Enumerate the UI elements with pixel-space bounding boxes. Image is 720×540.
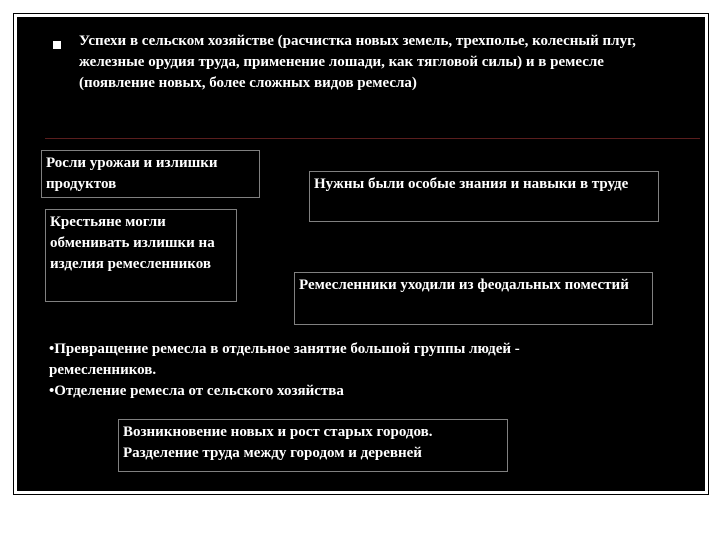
box-harvest: Росли урожаи и излишки продуктов <box>41 150 260 198</box>
intro-text: Успехи в сельском хозяйстве (расчистка новых земель, трехполье, колесный плуг, железные орудия труда, применение лошади, как тягловой силы) и в ремесле (появление новых, более сложных видов ремесла) <box>79 33 636 91</box>
box-craftsmen: Ремесленники уходили из феодальных поместий <box>294 272 653 325</box>
box-cities: Возникновение новых и рост старых городов. Разделение труда между городом и деревней <box>118 419 508 472</box>
box-skills: Нужны были особые знания и навыки в труде <box>309 171 659 222</box>
bullet-square-icon <box>53 41 61 49</box>
conclusion-line-2: •Отделение ремесла от сельского хозяйства <box>49 383 344 399</box>
divider <box>45 138 700 139</box>
conclusion-line-1: •Превращение ремесла в отдельное занятие большой группы людей - ремесленников. <box>49 341 520 378</box>
slide <box>14 14 708 494</box>
box-peasants: Крестьяне могли обменивать излишки на изделия ремесленников <box>45 209 237 302</box>
